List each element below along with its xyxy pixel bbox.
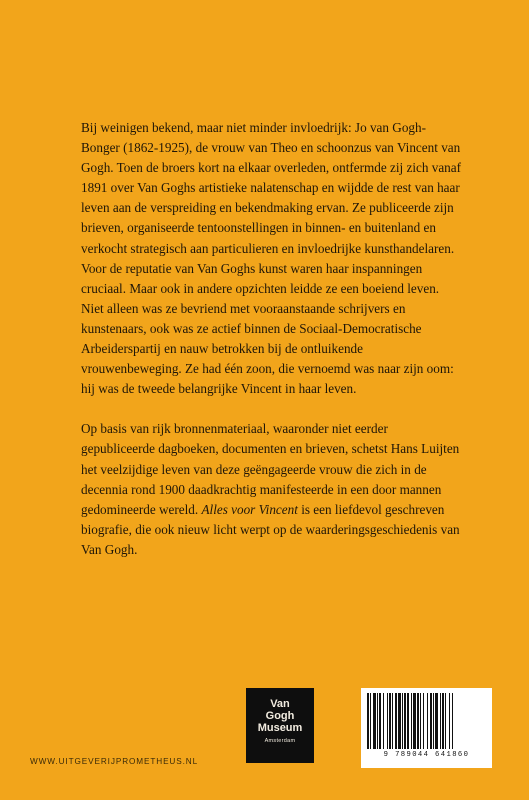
barcode-bar bbox=[398, 693, 401, 749]
barcode-bar bbox=[423, 693, 424, 749]
barcode-bar bbox=[442, 693, 444, 749]
barcode-bar bbox=[395, 693, 397, 749]
barcode-bar bbox=[373, 693, 376, 749]
barcode-bar bbox=[387, 693, 388, 749]
barcode-bar bbox=[435, 693, 438, 749]
barcode-bar bbox=[404, 693, 406, 749]
barcode-bar bbox=[427, 693, 428, 749]
barcode-bar bbox=[402, 693, 403, 749]
barcode-bar bbox=[389, 693, 391, 749]
isbn-number: 9 789044 641860 bbox=[383, 751, 470, 759]
barcode-bar bbox=[377, 693, 378, 749]
barcode-bar bbox=[411, 693, 412, 749]
barcode-bar bbox=[449, 693, 450, 749]
isbn-barcode bbox=[361, 688, 492, 768]
barcode-bar bbox=[452, 693, 453, 749]
publisher-website[interactable]: WWW.UITGEVERIJPROMETHEUS.NL bbox=[30, 757, 199, 766]
book-title: Alles voor Vincent bbox=[201, 501, 298, 517]
logo-line-2: Gogh bbox=[265, 710, 295, 722]
van-gogh-museum-logo bbox=[246, 688, 314, 763]
logo-line-1: Van bbox=[270, 698, 290, 710]
barcode-bar bbox=[367, 693, 369, 749]
blurb-text bbox=[81, 118, 461, 560]
barcode-bar bbox=[440, 693, 441, 749]
blurb-paragraph-2-part-2: is een liefdevol geschreven biografie, die ook nieuw licht werpt op de waarderingsgeschiedenis van Van Gogh. bbox=[81, 501, 460, 557]
blurb-paragraph-2 bbox=[81, 419, 461, 560]
barcode-bar bbox=[420, 693, 421, 749]
barcode-bar bbox=[370, 693, 371, 749]
barcode-bar bbox=[417, 693, 419, 749]
barcode-bar bbox=[433, 693, 434, 749]
barcode-bar bbox=[392, 693, 393, 749]
logo-city: Amsterdam bbox=[264, 738, 296, 744]
barcode-bar bbox=[430, 693, 432, 749]
logo-line-3: Museum bbox=[257, 722, 303, 734]
barcode-bar bbox=[379, 693, 381, 749]
blurb-paragraph-1: Bij weinigen bekend, maar niet minder invloedrijk: Jo van Gogh-Bonger (1862-1925), de vrouw van Theo en schoonzus van Vincent van Gogh. Toen de broers kort na elkaar overleden, ontfermde zij zich vanaf 1891 over Van Goghs artistieke nalatenschap en wijdde de rest van haar leven aan de verspreiding en bekendmaking ervan. Ze publiceerde zijn brieven, organiseerde tentoonstellingen in binnen- en buitenland en verkocht strategisch aan particulieren en invloedrijke kunsthandelaren. Voor de reputatie van Van Goghs kunst waren haar inspanningen cruciaal. Maar ook in andere opzichten leidde ze een boeiend leven. Niet alleen was ze bevriend met vooraanstaande schrijvers en kunstenaars, ook was ze actief binnen de Sociaal-Democratische Arbeiderspartij en nauw betrokken bij de ontluikende vrouwenbeweging. Ze had één zoon, die vernoemd was naar zijn oom: hij was de tweede belangrijke Vincent in haar leven. bbox=[81, 120, 462, 397]
barcode-bar bbox=[383, 693, 384, 749]
blurb-paragraph-2-part-1: Op basis van rijk bronnenmateriaal, waaronder niet eerder gepubliceerde dagboeken, documenten en brieven, schetst Hans Luijten het veelzijdige leven van deze geëngageerde vrouw die zich in de decennia rond 1900 daadkrachtig manifesteerde in een door mannen gedomineerde wereld. bbox=[81, 421, 460, 517]
barcode-bar bbox=[413, 693, 416, 749]
barcode-bar bbox=[407, 693, 409, 749]
barcode-bar bbox=[445, 693, 446, 749]
